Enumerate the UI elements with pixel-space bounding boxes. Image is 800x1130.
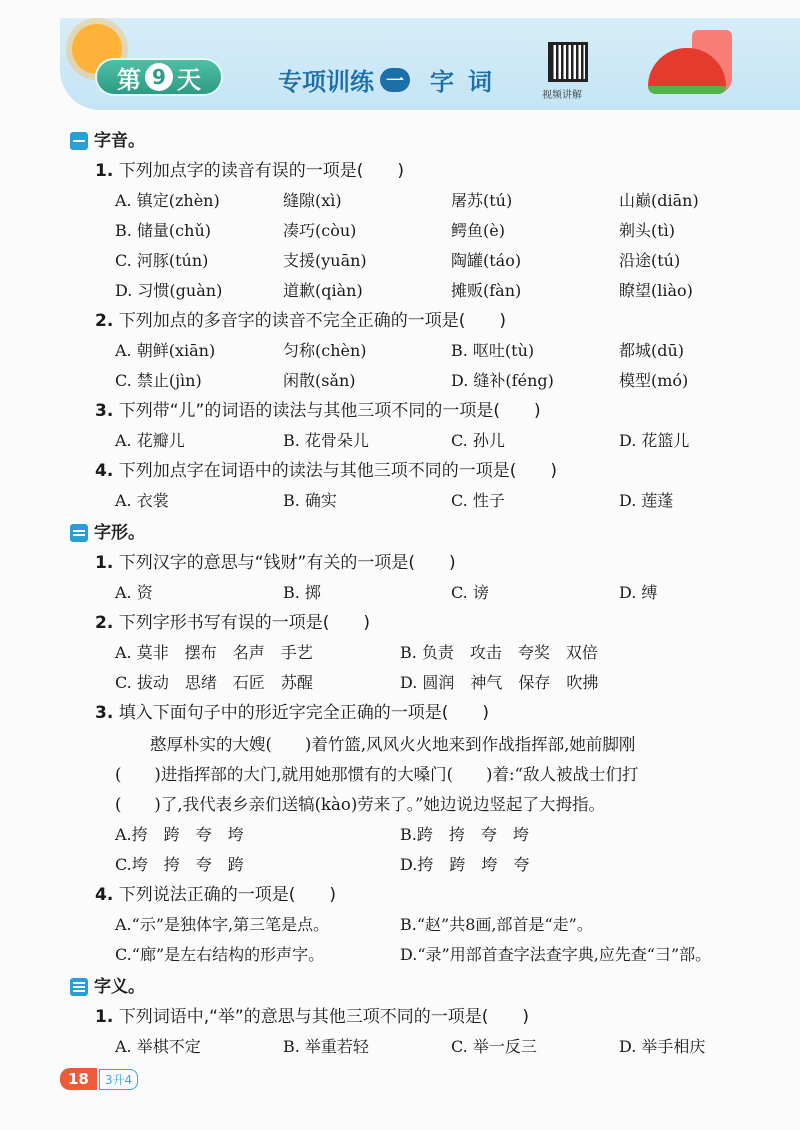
- option-d: D. 缚: [619, 583, 658, 602]
- option-d: D.挎 跨 垮 夸: [400, 855, 530, 874]
- option-cell: C. 河豚(tún): [115, 251, 209, 270]
- option-cell: 摊贩(fàn): [451, 281, 522, 300]
- option-d: D. 莲蓬: [619, 491, 674, 510]
- option-cell: 模型(mó): [619, 371, 689, 390]
- question-number: 1.: [95, 1007, 114, 1027]
- passage-line: ( )了,我代表乡亲们送犒(kào)劳来了。”她边说边竖起了大拇指。: [115, 795, 605, 814]
- question-2: [95, 310, 506, 332]
- option-d: D. 举手相庆: [619, 1037, 706, 1056]
- day-number: 9: [145, 63, 173, 91]
- option-b: B. 花骨朵儿: [283, 431, 369, 450]
- question-1: [95, 160, 404, 182]
- passage-line: ( )进指挥部的大门,就用她那惯有的大嗓门( )着:“敌人被战士们打: [115, 765, 639, 784]
- series-label: 专项训练: [278, 68, 374, 96]
- day-prefix: 第: [117, 65, 141, 94]
- question-text: 下列汉字的意思与“钱财”有关的一项是( ): [118, 553, 456, 573]
- question-number: 3.: [95, 401, 114, 421]
- question-number: 2.: [95, 613, 114, 633]
- option-b: B. 负责 攻击 夸奖 双倍: [400, 643, 598, 662]
- question-number: 1.: [95, 553, 114, 573]
- option-a: A. 花瓣儿: [115, 431, 185, 450]
- option-cell: A. 朝鲜(xiān): [115, 341, 216, 360]
- option-b: B.“赵”共8画,部首是“走”。: [400, 915, 593, 934]
- option-cell: 陶罐(táo): [451, 251, 522, 270]
- question-text: 下列带“儿”的词语的读法与其他三项不同的一项是( ): [118, 401, 541, 421]
- page-title: [278, 62, 506, 97]
- option-cell: B. 呕吐(tù): [451, 341, 535, 360]
- option-c: C. 谤: [451, 583, 489, 602]
- question-9: [95, 1006, 529, 1028]
- option-b: B. 举重若轻: [283, 1037, 369, 1056]
- option-b: B. 掷: [283, 583, 321, 602]
- section-title: 字形。: [94, 523, 145, 543]
- option-cell: 鳄鱼(è): [451, 221, 505, 240]
- day-badge: [95, 58, 223, 96]
- option-cell: 支援(yuān): [283, 251, 367, 270]
- option-cell: 缝隙(xì): [283, 191, 342, 210]
- section-heading-3: [70, 976, 145, 998]
- section-three-icon: [70, 978, 88, 996]
- option-a: A. 资: [115, 583, 153, 602]
- question-text: 下列说法正确的一项是( ): [118, 885, 336, 905]
- question-6: [95, 612, 370, 634]
- section-title: 字音。: [94, 131, 145, 151]
- option-cell: 道歉(qiàn): [283, 281, 363, 300]
- video-label: 视频讲解: [542, 90, 582, 101]
- option-c: C. 举一反三: [451, 1037, 537, 1056]
- option-cell: 屠苏(tú): [451, 191, 513, 210]
- option-c: C. 拔动 思绪 石匠 苏醒: [115, 673, 313, 692]
- option-cell: 闲散(sǎn): [283, 371, 356, 390]
- option-c: C. 孙儿: [451, 431, 505, 450]
- option-cell: 沿途(tú): [619, 251, 681, 270]
- question-number: 4.: [95, 461, 114, 481]
- option-cell: 匀称(chèn): [283, 341, 367, 360]
- option-cell: 瞭望(liào): [619, 281, 693, 300]
- option-cell: D. 缝补(féng): [451, 371, 554, 390]
- option-cell: D. 习惯(guàn): [115, 281, 223, 300]
- option-b: B. 确实: [283, 491, 337, 510]
- question-number: 1.: [95, 161, 114, 181]
- section-one-icon: [70, 132, 88, 150]
- option-cell: 都城(dū): [619, 341, 685, 360]
- section-title: 字义。: [94, 977, 145, 997]
- option-c: C. 性子: [451, 491, 505, 510]
- option-a: A.“示”是独体字,第三笔是点。: [115, 915, 330, 934]
- option-b: B.跨 挎 夸 垮: [400, 825, 529, 844]
- option-a: A. 莫非 摆布 名声 手艺: [115, 643, 313, 662]
- question-7: [95, 702, 489, 724]
- series-number: 一: [380, 68, 410, 92]
- section-heading-1: [70, 130, 145, 152]
- topic-label: 字词: [430, 68, 506, 96]
- section-heading-2: [70, 522, 145, 544]
- day-suffix: 天: [177, 65, 201, 94]
- grade-label: 3升4: [99, 1069, 138, 1090]
- option-d: D. 圆润 神气 保存 吹拂: [400, 673, 599, 692]
- question-number: 2.: [95, 311, 114, 331]
- option-d: D. 花篮儿: [619, 431, 690, 450]
- page-number: 18: [60, 1068, 97, 1090]
- question-text: 下列加点字在词语中的读法与其他三项不同的一项是( ): [118, 461, 557, 481]
- option-a: A. 举棋不定: [115, 1037, 201, 1056]
- option-a: A. 衣裳: [115, 491, 169, 510]
- option-c: C.垮 挎 夸 跨: [115, 855, 244, 874]
- option-d: D.“录”用部首查字法查字典,应先查“彐”部。: [400, 945, 712, 964]
- question-number: 3.: [95, 703, 114, 723]
- question-text: 下列词语中,“举”的意思与其他三项不同的一项是( ): [118, 1007, 529, 1027]
- option-cell: C. 禁止(jìn): [115, 371, 202, 390]
- passage-line: 憨厚朴实的大嫂( )着竹篮,风风火火地来到作战指挥部,她前脚刚: [150, 735, 636, 754]
- question-text: 下列字形书写有误的一项是( ): [118, 613, 370, 633]
- question-number: 4.: [95, 885, 114, 905]
- page-footer: [60, 1068, 138, 1090]
- question-5: [95, 552, 456, 574]
- option-a: A.挎 跨 夸 垮: [115, 825, 244, 844]
- question-text: 填入下面句子中的形近字完全正确的一项是( ): [118, 703, 489, 723]
- option-c: C.“廊”是左右结构的形声字。: [115, 945, 325, 964]
- question-8: [95, 884, 336, 906]
- option-cell: 凑巧(còu): [283, 221, 357, 240]
- option-cell: A. 镇定(zhèn): [115, 191, 220, 210]
- option-cell: 山巅(diān): [619, 191, 699, 210]
- question-text: 下列加点字的读音有误的一项是( ): [118, 161, 404, 181]
- question-text: 下列加点的多音字的读音不完全正确的一项是( ): [118, 311, 506, 331]
- question-3: [95, 400, 541, 422]
- question-4: [95, 460, 557, 482]
- qr-code-icon[interactable]: [548, 42, 588, 82]
- option-cell: B. 储量(chǔ): [115, 221, 211, 240]
- section-two-icon: [70, 524, 88, 542]
- option-cell: 剃头(tì): [619, 221, 676, 240]
